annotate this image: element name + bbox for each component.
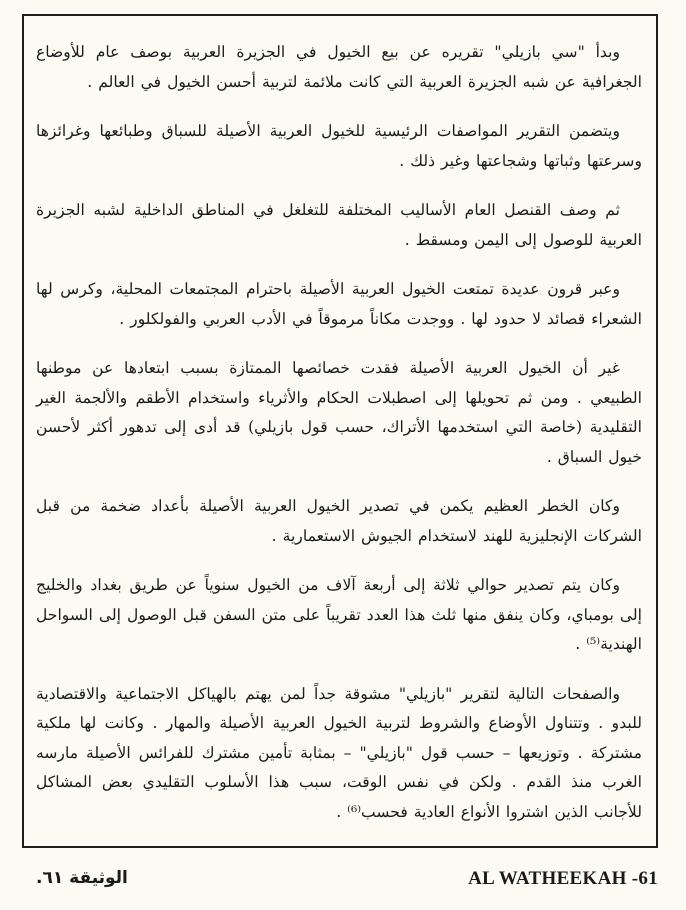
- paragraph-2: ويتضمن التقرير المواصفات الرئيسية للخيول العربية الأصيلة للسباق وطبائعها وغرائزها وسرعتها وثباتها وشجاعتها وغير ذلك .: [36, 122, 642, 170]
- paragraph-4: وعبر قرون عديدة تمتعت الخيول العربية الأصيلة باحترام المجتمعات المحلية، وكرس لها الشعراء قصائد لا حدود لها . ووجدت مكاناً مرموقاً في الأدب العربي والفولكلور .: [36, 280, 642, 328]
- page-border: [22, 14, 658, 848]
- page-footer: [0, 868, 686, 898]
- footer-english-page-label: AL WATHEEKAH -61: [468, 868, 658, 889]
- paragraph-1: وبدأ "سي بازيلي" تقريره عن بيع الخيول في الجزيرة العربية بوصف عام للأوضاع الجغرافية عن شبه الجزيرة العربية التي كانت ملائمة لتربية أحسن الخيول في العالم .: [36, 43, 642, 91]
- paragraph-6: وكان الخطر العظيم يكمن في تصدير الخيول العربية الأصيلة بأعداد ضخمة من قبل الشركات الإنجليزية للهند لاستخدام الجيوش الاستعمارية .: [36, 497, 642, 545]
- footer-arabic-page-label: الوثيقة ٦١.: [36, 868, 128, 888]
- paragraph-7: وكان يتم تصدير حوالي ثلاثة إلى أربعة آلاف من الخيول سنوياً عن طريق بغداد والخليج إلى بومباي، وكان ينفق منها ثلث هذا العدد تقريباً على متن السفن قبل الوصول إلى السواحل الهندية⁽⁵⁾ .: [36, 576, 642, 653]
- paragraph-5: غير أن الخيول العربية الأصيلة فقدت خصائصها الممتازة بسبب ابتعادها عن موطنها الطبيعي . ومن ثم تحويلها إلى اصطبلات الحكام والأثرياء واستخدام الأطقم والألجمة الغير التقليدية (خاصة التي استخدمها الأتراك، حسب قول بازيلي) قد أدى إلى تدهور أكثر لأحسن خيول السباق .: [36, 359, 642, 466]
- paragraph-8: والصفحات التالية لتقرير "بازيلي" مشوقة جداً لمن يهتم بالهياكل الاجتماعية والاقتصادية للبدو . وتتناول الأوضاع والشروط لتربية الخيول العربية الأصيلة والمهار . وكانت لها ملكية مشتركة . وتوزيعها – حسب قول "بازيلي" – بمثابة تأمين مشترك للفرائس الأصيلة مارسه الغرب منذ القدم . ولكن في نفس الوقت، سبب هذا الأسلوب التقليدي بعض المشاكل للأجانب الذين اشتروا الأنواع العادية فحسب⁽⁶⁾ .: [36, 684, 642, 821]
- paragraph-3: ثم وصف القنصل العام الأساليب المختلفة للتغلغل في المناطق الداخلية لشبه الجزيرة العربية للوصول إلى اليمن ومسقط .: [36, 201, 642, 249]
- article-body: [36, 38, 642, 847]
